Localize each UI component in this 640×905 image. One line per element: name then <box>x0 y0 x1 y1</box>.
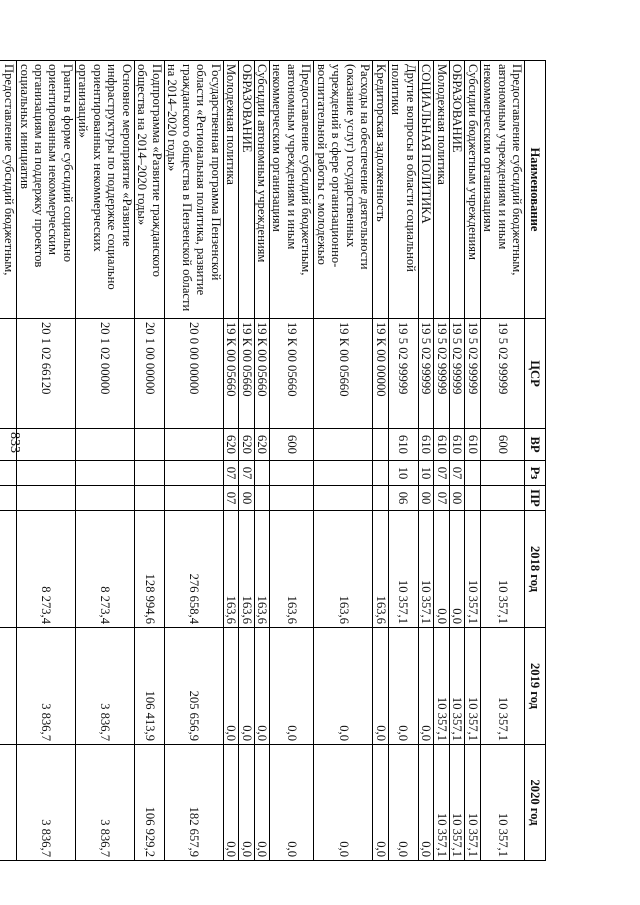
cell-2020: 0,0 <box>239 745 254 861</box>
cell-rz: 07 <box>434 461 449 486</box>
cell-rz <box>164 461 223 486</box>
cell-rz <box>270 461 314 486</box>
cell-2019: 106 413,9 <box>134 628 164 745</box>
cell-2018: 163,6 <box>223 511 238 628</box>
cell-rz <box>17 461 76 486</box>
cell-2019: 10 357,1 <box>434 628 449 745</box>
cell-2019: 10 357,1 <box>480 628 524 745</box>
budget-table <box>0 60 546 861</box>
header-rz: Рз <box>525 461 546 486</box>
table-row <box>75 61 134 861</box>
cell-csr: 20 1 00 00000 <box>134 319 164 429</box>
cell-2020: 3 836,7 <box>17 745 76 861</box>
cell-csr: 19 5 02 99999 <box>388 319 418 429</box>
table-row <box>480 61 524 861</box>
cell-csr: 20 0 00 00000 <box>164 319 223 429</box>
table-row <box>314 61 373 861</box>
cell-2020: 0,0 <box>373 745 388 861</box>
cell-2020: 10 357,1 <box>434 745 449 861</box>
cell-2019: 0,0 <box>239 628 254 745</box>
cell-name: Подпрограмма «Развитие гражданского общества на 2014–2020 годы» <box>134 61 164 319</box>
cell-name: Основное мероприятие «Развитие инфраструктуры по поддержке социально ориентированных некоммерческих организаций» <box>75 61 134 319</box>
cell-rz <box>480 461 524 486</box>
cell-vr: 610 <box>418 429 433 461</box>
cell-name: Кредиторская задолженность <box>373 61 388 319</box>
cell-name: Молодежная политика <box>434 61 449 319</box>
cell-rz <box>465 461 480 486</box>
cell-name: Субсидии бюджетным учреждениям <box>465 61 480 319</box>
cell-csr: 20 1 02 00000 <box>75 319 134 429</box>
cell-vr <box>164 429 223 461</box>
cell-pr <box>17 486 76 511</box>
cell-rz: 07 <box>239 461 254 486</box>
cell-2019: 0,0 <box>270 628 314 745</box>
cell-rz <box>134 461 164 486</box>
cell-vr: 610 <box>449 429 464 461</box>
cell-name: Предоставление субсидий бюджетным, автономным учреждениям и иным некоммерческим организациям <box>480 61 524 319</box>
table-row <box>388 61 418 861</box>
table-row <box>270 61 314 861</box>
cell-csr: 19 5 02 99999 <box>465 319 480 429</box>
cell-2018: 163,6 <box>314 511 373 628</box>
cell-2020: 0,0 <box>270 745 314 861</box>
cell-2018: 163,6 <box>270 511 314 628</box>
header-csr: ЦСР <box>525 319 546 429</box>
cell-name: ОБРАЗОВАНИЕ <box>239 61 254 319</box>
cell-2018: 163,6 <box>373 511 388 628</box>
cell-2019: 0,0 <box>373 628 388 745</box>
header-pr: ПР <box>525 486 546 511</box>
cell-csr: 19 К 00 05660 <box>239 319 254 429</box>
cell-rz: 07 <box>223 461 238 486</box>
cell-name: Другие вопросы в области социальной политики <box>388 61 418 319</box>
table-row <box>164 61 223 861</box>
cell-rz: 10 <box>388 461 418 486</box>
cell-2018: 163,6 <box>239 511 254 628</box>
cell-vr <box>314 429 373 461</box>
cell-pr: 00 <box>418 486 433 511</box>
table-row <box>223 61 238 861</box>
cell-name: СОЦИАЛЬНАЯ ПОЛИТИКА <box>418 61 433 319</box>
cell-vr: 610 <box>388 429 418 461</box>
table-row <box>0 61 17 861</box>
header-2018: 2018 год <box>525 511 546 628</box>
cell-2018: 10 357,1 <box>465 511 480 628</box>
header-2020: 2020 год <box>525 745 546 861</box>
cell-name: ОБРАЗОВАНИЕ <box>449 61 464 319</box>
cell-2020: 182 657,9 <box>164 745 223 861</box>
cell-2020: 10 357,1 <box>449 745 464 861</box>
cell-2019: 10 357,1 <box>465 628 480 745</box>
table-row <box>465 61 480 861</box>
cell-2020 <box>0 745 17 861</box>
cell-2018: 163,6 <box>254 511 269 628</box>
cell-rz <box>75 461 134 486</box>
cell-name: Расходы на обеспечение деятельности (оказание услуг) государственных учреждений в сфере организационно-воспитательной работы с молодежью <box>314 61 373 319</box>
cell-csr: 19 К 00 05660 <box>223 319 238 429</box>
cell-pr <box>270 486 314 511</box>
table-row <box>17 61 76 861</box>
header-vr: ВР <box>525 429 546 461</box>
cell-vr: 600 <box>270 429 314 461</box>
cell-rz: 10 <box>418 461 433 486</box>
cell-2019: 0,0 <box>254 628 269 745</box>
cell-pr: 07 <box>434 486 449 511</box>
cell-pr <box>134 486 164 511</box>
cell-2018: 8 273,4 <box>75 511 134 628</box>
cell-name: Предоставление субсидий бюджетным, автономным учреждениям и иным некоммерческим организациям <box>270 61 314 319</box>
cell-vr <box>0 429 17 461</box>
table-row <box>373 61 388 861</box>
cell-csr: 19 К 00 00000 <box>373 319 388 429</box>
cell-2019 <box>0 628 17 745</box>
header-name: Наименование <box>525 61 546 319</box>
cell-2019: 0,0 <box>388 628 418 745</box>
cell-vr <box>75 429 134 461</box>
cell-2019: 10 357,1 <box>449 628 464 745</box>
cell-vr: 610 <box>465 429 480 461</box>
cell-csr: 19 5 02 99999 <box>449 319 464 429</box>
cell-pr: 06 <box>388 486 418 511</box>
cell-pr: 07 <box>223 486 238 511</box>
cell-pr: 00 <box>239 486 254 511</box>
cell-csr: 19 5 02 99999 <box>480 319 524 429</box>
cell-name: Субсидии автономным учреждениям <box>254 61 269 319</box>
cell-2019: 0,0 <box>223 628 238 745</box>
table-row <box>434 61 449 861</box>
cell-vr <box>373 429 388 461</box>
cell-2020: 0,0 <box>314 745 373 861</box>
cell-2018: 10 357,1 <box>418 511 433 628</box>
cell-2018: 0,0 <box>449 511 464 628</box>
cell-pr <box>373 486 388 511</box>
cell-2019: 3 836,7 <box>75 628 134 745</box>
table-row <box>254 61 269 861</box>
cell-csr: 19 5 02 99999 <box>418 319 433 429</box>
cell-2020: 0,0 <box>223 745 238 861</box>
cell-pr: 00 <box>449 486 464 511</box>
rotated-table-container <box>0 60 546 860</box>
cell-vr: 620 <box>239 429 254 461</box>
cell-name: Государственная программа Пензенской области «Региональная политика, развитие гражданского общества в Пензенской области на 2014–2020 годы» <box>164 61 223 319</box>
cell-pr <box>254 486 269 511</box>
cell-name: Молодежная политика <box>223 61 238 319</box>
cell-vr: 610 <box>434 429 449 461</box>
cell-name: Предоставление субсидий бюджетным, <box>0 61 17 319</box>
cell-2020: 10 357,1 <box>480 745 524 861</box>
cell-2018: 10 357,1 <box>388 511 418 628</box>
cell-2020: 106 929,2 <box>134 745 164 861</box>
header-2019: 2019 год <box>525 628 546 745</box>
cell-2020: 3 836,7 <box>75 745 134 861</box>
cell-rz <box>254 461 269 486</box>
table-row <box>449 61 464 861</box>
cell-csr <box>0 319 17 429</box>
cell-2020: 0,0 <box>418 745 433 861</box>
cell-2018: 8 273,4 <box>17 511 76 628</box>
cell-rz <box>314 461 373 486</box>
cell-pr <box>480 486 524 511</box>
table-row <box>418 61 433 861</box>
cell-pr <box>465 486 480 511</box>
cell-vr <box>17 429 76 461</box>
table-row <box>134 61 164 861</box>
page-number: 833 <box>7 432 22 453</box>
cell-2018 <box>0 511 17 628</box>
cell-2020: 0,0 <box>254 745 269 861</box>
cell-2019: 3 836,7 <box>17 628 76 745</box>
cell-2018: 128 994,6 <box>134 511 164 628</box>
cell-pr <box>314 486 373 511</box>
cell-2018: 10 357,1 <box>480 511 524 628</box>
cell-csr: 19 К 00 05660 <box>254 319 269 429</box>
cell-vr <box>134 429 164 461</box>
cell-2018: 0,0 <box>434 511 449 628</box>
cell-csr: 20 1 02 66120 <box>17 319 76 429</box>
table-header-row <box>525 61 546 861</box>
cell-rz <box>373 461 388 486</box>
cell-2020: 0,0 <box>388 745 418 861</box>
table-row <box>239 61 254 861</box>
cell-2019: 0,0 <box>418 628 433 745</box>
cell-name: Гранты в форме субсидий социально ориентированным некоммерческим организациям на поддержку проектов социальных инициатив <box>17 61 76 319</box>
cell-rz <box>0 461 17 486</box>
cell-2018: 276 658,4 <box>164 511 223 628</box>
cell-2019: 0,0 <box>314 628 373 745</box>
cell-csr: 19 К 00 05660 <box>314 319 373 429</box>
cell-vr: 620 <box>223 429 238 461</box>
cell-2020: 10 357,1 <box>465 745 480 861</box>
cell-pr <box>0 486 17 511</box>
cell-csr: 19 5 02 99999 <box>434 319 449 429</box>
cell-csr: 19 К 00 05660 <box>270 319 314 429</box>
cell-pr <box>75 486 134 511</box>
cell-vr: 600 <box>480 429 524 461</box>
cell-pr <box>164 486 223 511</box>
cell-rz: 07 <box>449 461 464 486</box>
cell-2019: 205 656,9 <box>164 628 223 745</box>
cell-vr: 620 <box>254 429 269 461</box>
